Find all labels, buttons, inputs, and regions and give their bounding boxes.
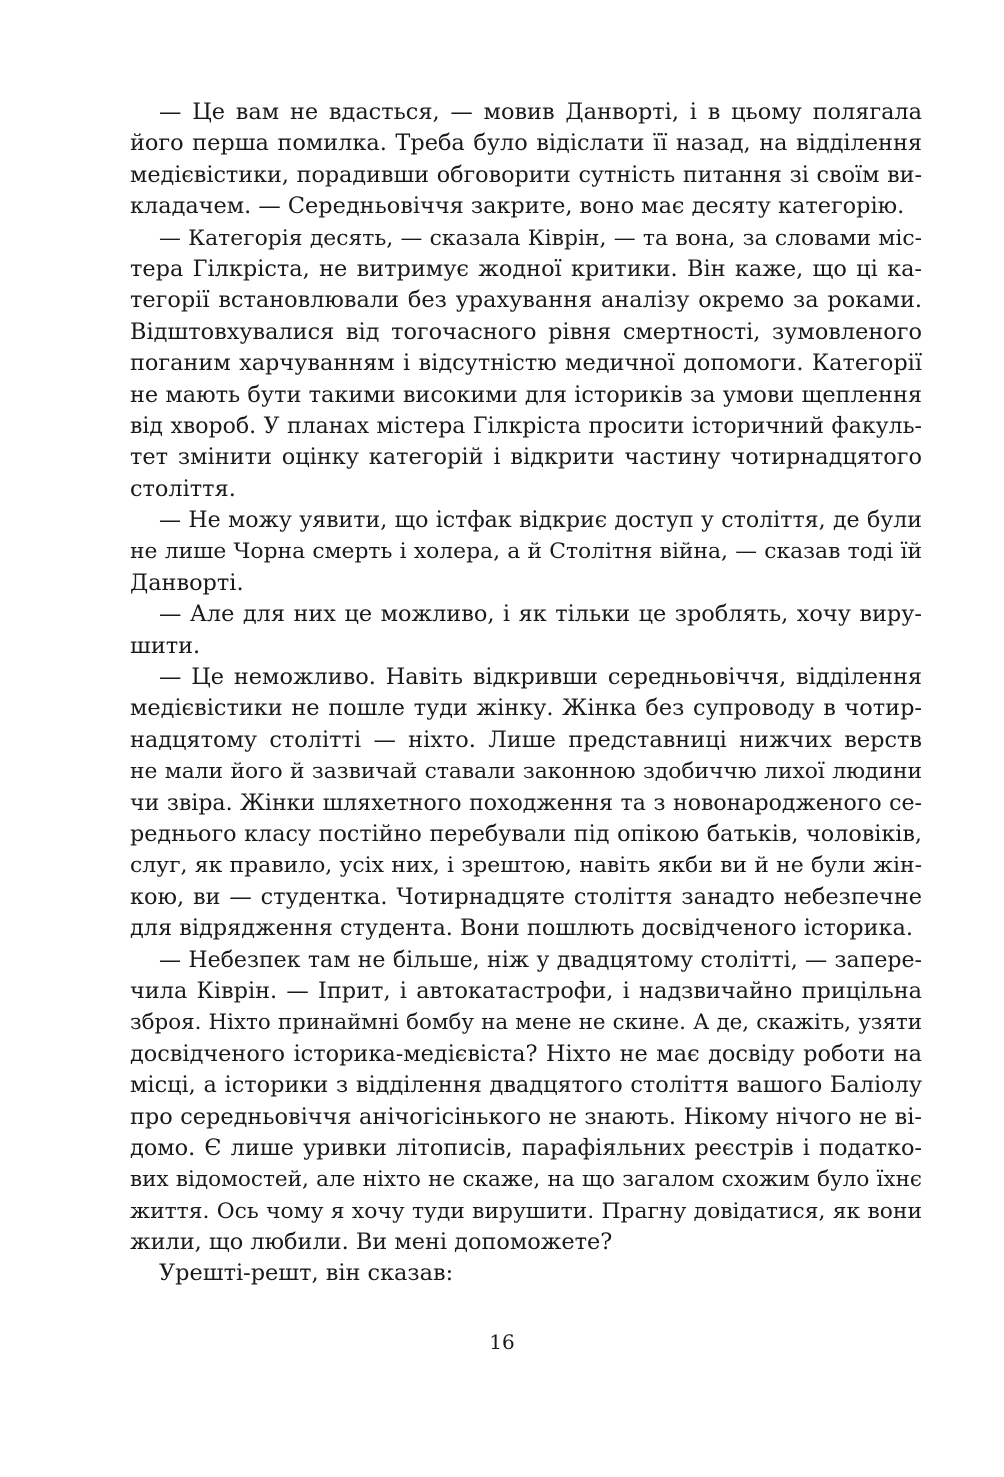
- text-line: тера Гілкріста, не витримує жодної критики. Він каже, що ці ка-: [130, 255, 922, 282]
- text-line: вих відомостей, але ніхто не скаже, на що загалом схожим було їхнє: [130, 1167, 922, 1193]
- text-line: надцятому столітті — ніхто. Лише представниці нижчих верств: [130, 726, 922, 753]
- text-line: тет змінити оцінку категорій і відкрити частину чотирнадцятого: [130, 444, 922, 471]
- text-line: кою, ви — студентка. Чотирнадцяте століття занадто небезпечне: [130, 883, 922, 910]
- paragraph: [130, 223, 922, 506]
- text-line: чила Ківрін. — Іприт, і автокатастрофи, і надзвичайно прицільна: [130, 977, 922, 1004]
- text-line: — Не можу уявити, що істфак відкриє доступ у століття, де були: [159, 508, 922, 534]
- text-line: для відрядження студента. Вони пошлють досвідченого історика.: [130, 915, 913, 942]
- paragraph: [130, 1258, 922, 1289]
- text-line: життя. Ось чому я хочу туди вирушити. Прагну довідатися, як вони: [130, 1198, 922, 1224]
- text-line: місці, а історики з відділення двадцятого століття вашого Баліолу: [130, 1072, 922, 1099]
- text-line: шити.: [130, 632, 201, 659]
- text-line: медієвістики не пошле туди жінку. Жінка без супроводу в чотир-: [130, 695, 922, 722]
- text-line: про середньовіччя анічогісінького не знають. Нікому нічого не ві-: [130, 1103, 922, 1130]
- paragraph: [130, 599, 922, 662]
- text-line: чи звіра. Жінки шляхетного походження та з новонародженого се-: [130, 790, 922, 816]
- text-line: медієвістики, порадивши обговорити сутність питання зі своїм ви-: [130, 161, 922, 188]
- text-line: поганим харчуванням і відсутністю медичної допомоги. Категорії: [130, 350, 922, 377]
- text-line: його перша помилка. Треба було відіслати її назад, на відділення: [130, 130, 922, 157]
- text-line: не мають бути такими високими для істориків за умови щеплення: [130, 381, 922, 408]
- text-line: тегорії встановлювали без урахування аналізу окремо за роками.: [130, 287, 922, 314]
- body-text: [130, 97, 922, 1290]
- text-line: Відштовхувалися від тогочасного рівня смертності, зумовленого: [130, 318, 922, 345]
- text-line: домо. Є лише уривки літописів, парафіяльних реєстрів і податко-: [130, 1134, 922, 1161]
- text-line: кладачем. — Середньовіччя закрите, воно має десяту категорію.: [130, 193, 905, 220]
- page-number: 16: [489, 1330, 515, 1354]
- text-line: — Категорія десять, — сказала Ківрін, — та вона, за словами міс-: [159, 225, 922, 251]
- text-line: Данворті.: [130, 569, 244, 596]
- text-line: — Але для них це можливо, і як тільки це зроблять, хочу виру-: [159, 601, 922, 628]
- text-line: реднього класу постійно перебували під опікою батьків, чоловіків,: [130, 820, 922, 847]
- paragraph: [130, 945, 922, 1259]
- text-line: від хвороб. У планах містера Гілкріста просити історичний факуль-: [130, 413, 922, 439]
- paragraph: [130, 505, 922, 599]
- text-line: — Небезпек там не більше, ніж у двадцятому столітті, — запере-: [159, 947, 922, 973]
- text-line: не мали його й зазвичай ставали законною здобиччю лихої людини: [130, 759, 922, 785]
- paragraph: [130, 97, 922, 223]
- text-line: століття.: [130, 475, 236, 502]
- text-line: слуг, як правило, усіх них, і зрештою, навіть якби ви й не були жін-: [130, 853, 922, 879]
- text-line: — Це неможливо. Навіть відкривши середньовіччя, відділення: [159, 664, 922, 691]
- text-line: зброя. Ніхто принаймні бомбу на мене не скине. А де, скажіть, узяти: [130, 1010, 922, 1036]
- text-line: жили, що любили. Ви мені допоможете?: [130, 1229, 613, 1256]
- text-line: — Це вам не вдасться, — мовив Данворті, і в цьому полягала: [159, 99, 922, 125]
- text-line: досвідченого історика-медієвіста? Ніхто не має досвіду роботи на: [130, 1040, 922, 1067]
- text-line: не лише Чорна смерть і холера, а й Столітня війна, — сказав тоді їй: [130, 539, 922, 565]
- text-line: Урешті-решт, він сказав:: [159, 1260, 454, 1287]
- paragraph: [130, 662, 922, 945]
